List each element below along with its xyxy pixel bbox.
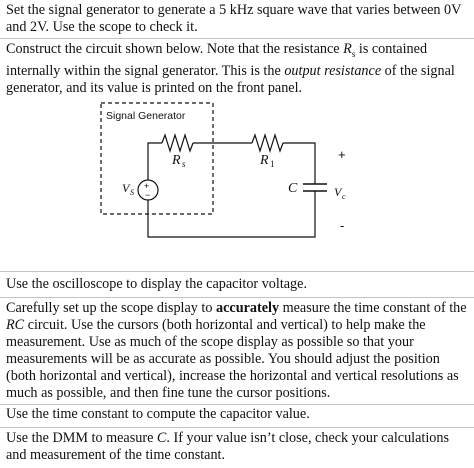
resistance-subscript: s: [351, 48, 356, 59]
text-line: Set the signal generator to generate a 5 kHz square wave that varies between 0V: [6, 2, 462, 18]
text-line: measurements will be as accurate as possible. You should adjust the position: [6, 351, 440, 367]
text-line: and measurement of the time constant.: [6, 447, 226, 463]
text-line: [6, 317, 470, 334]
resistor-rs: [162, 135, 193, 151]
divider: [0, 427, 474, 428]
rs-label: R: [172, 153, 181, 168]
text-span: Use the DMM to measure: [6, 430, 157, 446]
vc-subscript: c: [342, 192, 346, 201]
source-plus: +: [144, 181, 150, 191]
instruction-scope-setup: [6, 300, 470, 402]
text-line: Use the oscilloscope to display the capacitor voltage.: [6, 276, 307, 292]
emphasis-text: RC: [6, 317, 25, 333]
text-span: Construct the circuit shown below. Note that the resistance: [6, 41, 344, 57]
text-line: Use the time constant to compute the capacitor value.: [6, 406, 310, 422]
vc-minus: -: [340, 218, 345, 233]
r1-label: R: [260, 153, 269, 168]
text-line: [6, 300, 470, 317]
text-span: circuit. Use the cursors (both horizontal and vertical) to help make the: [24, 317, 426, 333]
wire-right: [283, 143, 315, 184]
divider: [0, 404, 474, 405]
strong-text: accurately: [216, 300, 280, 316]
divider: [0, 38, 474, 39]
vc-label: V: [334, 185, 342, 199]
text-line: much as possible, and then fine tune the cursor positions.: [6, 385, 331, 401]
text-line: and 2V. Use the scope to check it.: [6, 19, 198, 35]
wire-left: [148, 143, 162, 180]
vs-label: V: [122, 181, 130, 195]
text-line: (both horizontal and vertical), increase the horizontal and vertical resolutions as: [6, 368, 459, 384]
text-line: [6, 63, 470, 80]
r1-subscript: 1: [270, 159, 275, 169]
instruction-construct-circuit: [6, 41, 470, 97]
instruction-oscilloscope: [6, 276, 470, 293]
vs-subscript: S: [130, 188, 134, 197]
rc-circuit-diagram: [90, 100, 370, 250]
text-span: Carefully set up the scope display to: [6, 300, 217, 316]
vc-plus: +: [338, 147, 346, 162]
divider: [0, 271, 474, 272]
resistor-r1: [252, 135, 283, 151]
text-line: generator, and its value is printed on the front panel.: [6, 79, 303, 96]
source-minus: −: [145, 190, 151, 200]
emphasis-text: C: [156, 430, 167, 446]
resistance-symbol: R: [343, 41, 352, 57]
text-span: measure the time constant of the: [279, 300, 467, 316]
text-span: of the signal: [381, 62, 455, 79]
text-line: [6, 430, 470, 447]
text-span: internally within the signal generator. This is the: [6, 62, 285, 79]
signal-generator-label: Signal Generator: [106, 110, 186, 122]
capacitor-label: C: [288, 181, 298, 196]
text-span: is contained: [355, 41, 428, 57]
text-line: measurement. Use as much of the scope display as possible so that your: [6, 334, 414, 350]
instruction-dmm-measure: [6, 430, 470, 464]
text-span: . If your value isn’t close, check your calculations: [166, 430, 449, 446]
text-line: [6, 41, 470, 63]
divider: [0, 297, 474, 298]
rs-subscript: s: [182, 159, 186, 169]
instruction-generator-setup: [6, 2, 470, 36]
instruction-compute-capacitance: [6, 406, 470, 423]
emphasis-text: output resistance: [284, 62, 382, 79]
